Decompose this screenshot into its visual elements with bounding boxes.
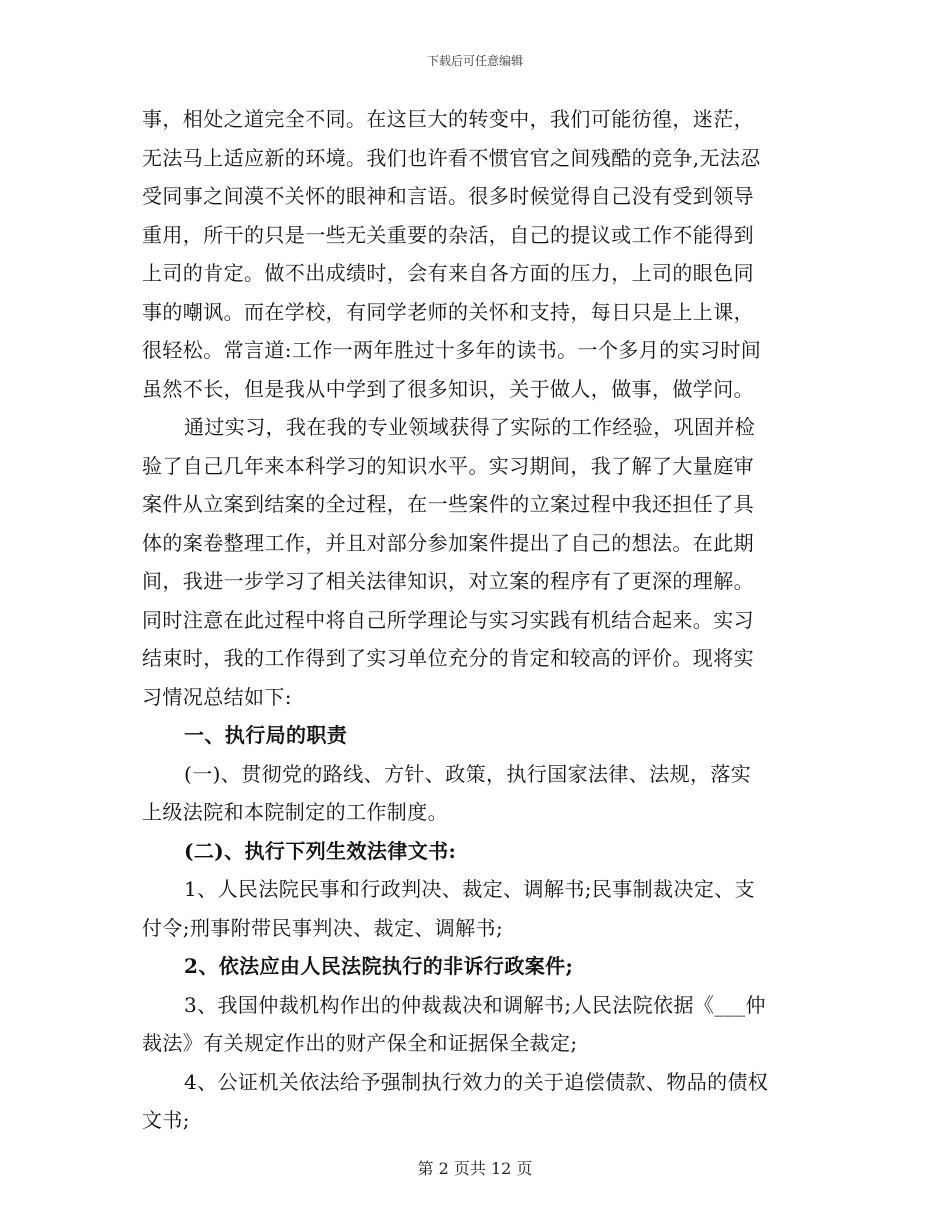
text-line: 事的嘲讽。而在学校，有同学老师的关怀和支持，每日只是上上课， [142, 299, 754, 324]
text-line: 无法马上适应新的环境。我们也许看不惯官官之间残酷的竞争,无法忍 [142, 145, 761, 170]
page-header: 下载后可任意编辑 [426, 54, 523, 68]
text-line: (一)、贯彻党的路线、方针、政策，执行国家法律、法规，落实 [184, 761, 752, 786]
text-line: 上司的肯定。做不出成绩时，会有来自各方面的压力，上司的眼色同 [142, 261, 754, 285]
text-line: 习情况总结如下: [142, 684, 292, 709]
text-line: 重用，所干的只是一些无关重要的杂活，自己的提议或工作不能得到 [142, 222, 754, 247]
text-line: 虽然不长，但是我从中学到了很多知识，关于做人，做事，做学问。 [142, 376, 754, 401]
text-line: 3、我国仲裁机构作出的仲裁裁决和调解书;人民法院依据《___仲 [184, 992, 766, 1017]
page-footer: 第 2 页共 12 页 [417, 1159, 533, 1178]
text-line: 间，我进一步学习了相关法律知识，对立案的程序有了更深的理解。 [142, 569, 754, 593]
text-line: 案件从立案到结案的全过程，在一些案件的立案过程中我还担任了具 [142, 492, 754, 516]
text-line: 1、人民法院民事和行政判决、裁定、调解书;民事制裁决定、支 [184, 877, 756, 901]
subsection-heading: (二)、执行下列生效法律文书: [184, 838, 457, 863]
text-line: 上级法院和本院制定的工作制度。 [142, 800, 448, 824]
list-item-heading: 2、依法应由人民法院执行的非诉行政案件; [184, 954, 574, 978]
text-line: 同时注意在此过程中将自己所学理论与实习实践有机结合起来。实习 [142, 607, 754, 632]
text-line: 体的案卷整理工作，并且对部分参加案件提出了自己的想法。在此期 [142, 530, 754, 555]
text-line: 受同事之间漠不关怀的眼神和言语。很多时候觉得自己没有受到领导 [142, 184, 754, 208]
document-body [142, 100, 818, 1140]
text-line: 事，相处之道完全不同。在这巨大的转变中，我们可能彷徨，迷茫， [142, 107, 754, 131]
section-heading: 一、执行局的职责 [184, 723, 348, 747]
text-line: 文书; [142, 1108, 190, 1132]
text-line: 通过实习，我在我的专业领域获得了实际的工作经验，巩固并检 [184, 415, 756, 439]
text-line: 裁法》有关规定作出的财产保全和证据保全裁定; [142, 1031, 578, 1055]
text-line: 很轻松。常言道:工作一两年胜过十多年的读书。一个多月的实习时间 [142, 338, 762, 362]
text-line: 4、公证机关依法给予强制执行效力的关于追偿债款、物品的债权 [184, 1069, 769, 1094]
text-line: 结束时，我的工作得到了实习单位充分的肯定和较高的评价。现将实 [142, 646, 754, 670]
text-line: 付令;刑事附带民事判决、裁定、调解书; [142, 915, 504, 940]
text-line: 验了自己几年来本科学习的知识水平。实习期间，我了解了大量庭审 [142, 453, 754, 478]
